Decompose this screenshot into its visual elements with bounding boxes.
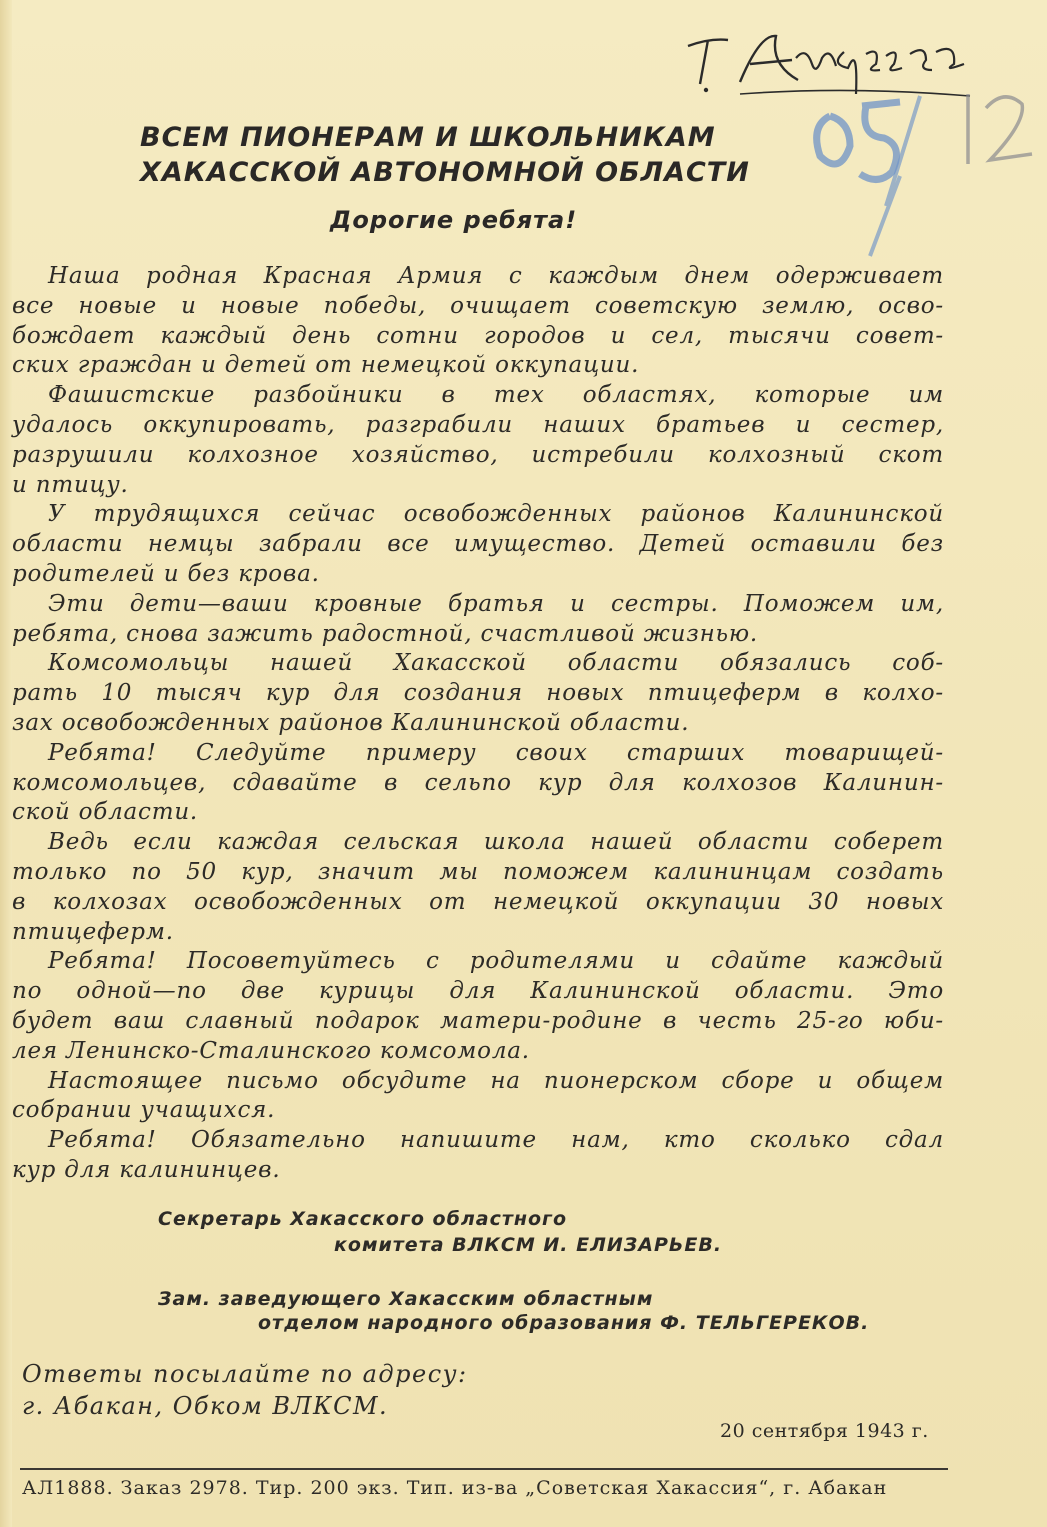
footer-divider bbox=[20, 1468, 948, 1470]
body-line: ской области. bbox=[12, 799, 199, 826]
address-line: Ответы посылайте по адресу: bbox=[22, 1360, 468, 1388]
page-fold-edge bbox=[0, 0, 12, 1527]
address-line: г. Абакан, Обком ВЛКСМ. bbox=[22, 1392, 389, 1420]
document-date: 20 сентября 1943 г. bbox=[720, 1420, 929, 1442]
body-line: области немцы забрали все имущество. Детей оставили без bbox=[12, 531, 944, 558]
body-line: зах освобожденных районов Калининской области. bbox=[12, 709, 690, 736]
body-line: ребята, снова зажить радостной, счастливой жизнью. bbox=[12, 620, 759, 647]
body-line: кур для калининцев. bbox=[12, 1156, 281, 1183]
salutation: Дорогие ребята! bbox=[330, 206, 578, 234]
body-line: и птицу. bbox=[12, 471, 129, 498]
body-line: птицеферм. bbox=[12, 918, 174, 945]
signature-name-1: комитета ВЛКСМ И. ЕЛИЗАРЬЕВ. bbox=[334, 1234, 723, 1256]
signature-name-2: отделом народного образования Ф. ТЕЛЬГЕРЕКОВ. bbox=[258, 1312, 870, 1334]
signature-title-2: Зам. заведующего Хакасским областным bbox=[158, 1288, 654, 1310]
body-line: в колхозах освобожденных от немецкой оккупации 30 новых bbox=[12, 888, 944, 915]
body-line: Наша родная Красная Армия с каждым днем одерживает bbox=[48, 263, 944, 289]
body-line: Настоящее письмо обсудите на пионерском сборе и общем bbox=[48, 1067, 944, 1094]
body-line: только по 50 кур, значит мы поможем калининцам создать bbox=[12, 858, 944, 885]
body-line: Фашистские разбойники в тех областях, которые им bbox=[48, 382, 944, 409]
body-line: родителей и без крова. bbox=[12, 560, 320, 587]
reply-address bbox=[22, 1358, 468, 1422]
body-line: по одной—по две курицы для Калининской области. Это bbox=[12, 978, 944, 1005]
heading-line: ХАКАССКОЙ АВТОНОМНОЙ ОБЛАСТИ bbox=[140, 157, 750, 188]
body-line: лея Ленинско-Сталинского комсомола. bbox=[12, 1037, 530, 1064]
body-line: Ведь если каждая сельская школа нашей области соберет bbox=[48, 829, 944, 856]
body-line: рать 10 тысяч кур для создания новых птицеферм в колхо- bbox=[12, 680, 944, 707]
archive-number-stamp bbox=[800, 86, 1040, 276]
body-line: У трудящихся сейчас освобожденных районов Калининской bbox=[48, 501, 944, 528]
body-line: ских граждан и детей от немецкой оккупации. bbox=[12, 352, 640, 379]
body-line: Эти дети—ваши кровные братья и сестры. Поможем им, bbox=[48, 590, 944, 617]
body-line: разрушили колхозное хозяйство, истребили колхозный скот bbox=[12, 441, 944, 468]
body-line: Ребята! Обязательно напишите нам, кто сколько сдал bbox=[48, 1127, 944, 1154]
body-line: Ребята! Посоветуйтесь с родителями и сдайте каждый bbox=[48, 948, 944, 975]
printing-imprint: АЛ1888. Заказ 2978. Тир. 200 экз. Тип. из-ва „Советская Хакассия“, г. Абакан bbox=[22, 1477, 888, 1499]
body-line: Ребята! Следуйте примеру своих старших товарищей- bbox=[48, 739, 944, 766]
body-line: удалось оккупировать, разграбили наших братьев и сестер, bbox=[12, 411, 944, 438]
body-line: будет ваш славный подарок матери-родине в честь 25-го юби- bbox=[12, 1007, 944, 1034]
body-line: комсомольцев, сдавайте в сельпо кур для колхозов Калинин- bbox=[12, 769, 944, 796]
body-line: бождает каждый день сотни городов и сел, тысячи совет- bbox=[12, 322, 944, 349]
heading-line: ВСЕМ ПИОНЕРАМ И ШКОЛЬНИКАМ bbox=[140, 122, 716, 153]
body-line: все новые и новые победы, очищает советскую землю, осво- bbox=[12, 292, 944, 319]
signature-title-1: Секретарь Хакасского областного bbox=[158, 1208, 568, 1230]
body-line: Комсомольцы нашей Хакасской области обязались соб- bbox=[48, 650, 944, 677]
body-line: собрании учащихся. bbox=[12, 1097, 276, 1124]
document-heading bbox=[140, 120, 820, 190]
letter-body bbox=[12, 262, 944, 1186]
